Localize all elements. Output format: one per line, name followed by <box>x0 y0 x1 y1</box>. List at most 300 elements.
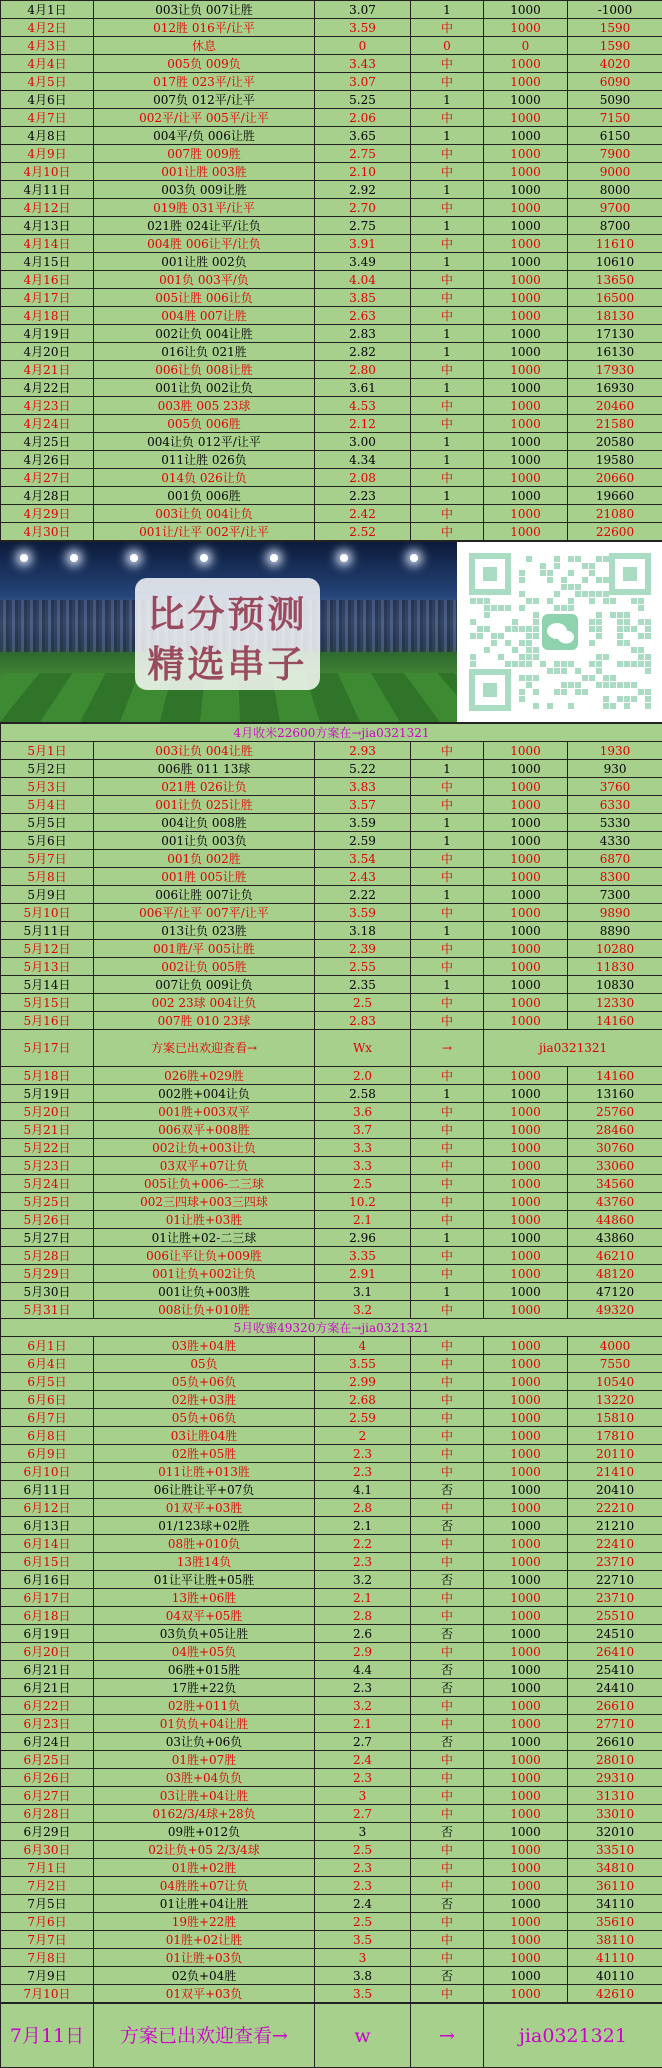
cell-odds: 2.1 <box>315 1589 411 1607</box>
cell-stake: 1000 <box>484 1697 568 1715</box>
cell-balance: 21410 <box>568 1463 662 1481</box>
cell-balance: 34110 <box>568 1895 662 1913</box>
cell-result: 中 <box>411 994 484 1012</box>
cell-stake: 1000 <box>484 1589 568 1607</box>
cell-result: 中 <box>411 1373 484 1391</box>
cell-date: 6月21日 <box>1 1661 94 1679</box>
table-row <box>1 1949 662 1967</box>
cell-result: 中 <box>411 1751 484 1769</box>
cell-odds: 2.7 <box>315 1733 411 1751</box>
cell-result: 中 <box>411 1607 484 1625</box>
cell-date: 5月13日 <box>1 958 94 976</box>
cell-pick: 007让负 009让负 <box>94 976 315 994</box>
cell-stake: 1000 <box>484 91 568 109</box>
cell-date: 4月23日 <box>1 397 94 415</box>
cell-balance: 8890 <box>568 922 662 940</box>
cell-balance: 43760 <box>568 1193 662 1211</box>
cell-result: 中 <box>411 1301 484 1319</box>
cell-stake: 1000 <box>484 1841 568 1859</box>
cell-pick: 021胜 024让平/让负 <box>94 217 315 235</box>
cell-balance: 1930 <box>568 742 662 760</box>
cell-odds: 2.0 <box>315 1067 411 1085</box>
april-rows <box>1 1 662 541</box>
table-row <box>1 307 662 325</box>
cell-result: 中 <box>411 19 484 37</box>
cell-result: 中 <box>411 1499 484 1517</box>
cell-result: 中 <box>411 109 484 127</box>
table-row <box>1 1355 662 1373</box>
cell-pick: 008让负+010胜 <box>94 1301 315 1319</box>
cell-date: 4月20日 <box>1 343 94 361</box>
cell-result: 中 <box>411 1103 484 1121</box>
table-row <box>1 1121 662 1139</box>
cell-balance: 16930 <box>568 379 662 397</box>
cell-odds: 2.1 <box>315 1517 411 1535</box>
cell-stake: 1000 <box>484 1175 568 1193</box>
table-row <box>1 778 662 796</box>
cell-pick: 001胜/平 005让胜 <box>94 940 315 958</box>
cell-pick: 06胜+015胜 <box>94 1661 315 1679</box>
table-row <box>1 1895 662 1913</box>
cell-pick: 02让负+05 2/3/4球 <box>94 1841 315 1859</box>
table-row <box>1 289 662 307</box>
cell-balance: 22600 <box>568 523 662 541</box>
cell-pick: 001胜 005让胜 <box>94 868 315 886</box>
cell-date: 5月4日 <box>1 796 94 814</box>
cell-result: 中 <box>411 1535 484 1553</box>
table-row <box>1 1427 662 1445</box>
table-row <box>1 505 662 523</box>
cell-pick: 006平/让平 007平/让平 <box>94 904 315 922</box>
cell-pick: 01让胜+03负 <box>94 1949 315 1967</box>
cell-odds: 2.75 <box>315 217 411 235</box>
cell-odds: 2.91 <box>315 1265 411 1283</box>
cell-result: 1 <box>411 433 484 451</box>
cell-pick: 006胜 011 13球 <box>94 760 315 778</box>
table-row <box>1 1751 662 1769</box>
cell-date: 6月9日 <box>1 1445 94 1463</box>
cell-date: 4月13日 <box>1 217 94 235</box>
table-row <box>1 1067 662 1085</box>
cell-odds: 2.83 <box>315 325 411 343</box>
cell-stake: 1000 <box>484 814 568 832</box>
cell-pick: 003让负 004让负 <box>94 505 315 523</box>
cell-stake: 1000 <box>484 109 568 127</box>
table-row <box>1 1787 662 1805</box>
cell-stake: 1000 <box>484 940 568 958</box>
table-row <box>1 433 662 451</box>
footer-row <box>1 2004 662 2068</box>
cell-balance: 28460 <box>568 1121 662 1139</box>
cell-balance: 25510 <box>568 1607 662 1625</box>
table-row <box>1 1643 662 1661</box>
cell-result: 中 <box>411 1067 484 1085</box>
cell-odds: 2.39 <box>315 940 411 958</box>
table-row <box>1 760 662 778</box>
cell-odds: 2.7 <box>315 1805 411 1823</box>
cell-result: 中 <box>411 958 484 976</box>
cell-pick: 001负 003平/负 <box>94 271 315 289</box>
cell-pick: 01让胜+03胜 <box>94 1211 315 1229</box>
cell-date: 6月10日 <box>1 1463 94 1481</box>
table-row <box>1 1085 662 1103</box>
cell-result: 1 <box>411 325 484 343</box>
cell-result: 1 <box>411 181 484 199</box>
cell-pick: 01/123球+02胜 <box>94 1517 315 1535</box>
table-row <box>1 1823 662 1841</box>
cell-balance: 25410 <box>568 1661 662 1679</box>
cell-date: 6月20日 <box>1 1643 94 1661</box>
table-row <box>1 1535 662 1553</box>
cell-odds: 2.08 <box>315 469 411 487</box>
may-rows <box>1 742 662 1030</box>
cell-pick: 13胜14负 <box>94 1553 315 1571</box>
table-row <box>1 850 662 868</box>
cell-stake: 1000 <box>484 235 568 253</box>
cell-odds: 3.59 <box>315 904 411 922</box>
cell-balance: 41110 <box>568 1949 662 1967</box>
cell-odds: 2 <box>315 1427 411 1445</box>
cell-result: 1 <box>411 814 484 832</box>
april-table <box>0 0 662 541</box>
stadium-image <box>0 542 457 722</box>
cell-result: 中 <box>411 1769 484 1787</box>
cell-result: 否 <box>411 1967 484 1985</box>
cell-odds: 2.82 <box>315 343 411 361</box>
cell-date: 6月11日 <box>1 1481 94 1499</box>
table-row <box>1 271 662 289</box>
cell-date: 6月16日 <box>1 1571 94 1589</box>
cell-date: 5月6日 <box>1 832 94 850</box>
table-row <box>1 1265 662 1283</box>
cell-pick: 001让胜 003胜 <box>94 163 315 181</box>
cell-odds: 2.35 <box>315 976 411 994</box>
cell-balance: 36110 <box>568 1877 662 1895</box>
cell-pick: 01双平+03负 <box>94 1985 315 2003</box>
cell-result: 中 <box>411 1012 484 1030</box>
cell-balance: 10830 <box>568 976 662 994</box>
cell-balance: 4330 <box>568 832 662 850</box>
cell-pick: 001让胜 002负 <box>94 253 315 271</box>
cell-balance: 49320 <box>568 1301 662 1319</box>
cell-stake: 1000 <box>484 451 568 469</box>
cell-result: 中 <box>411 199 484 217</box>
cell-odds: 3.49 <box>315 253 411 271</box>
cell-pick: 01胜+02胜 <box>94 1859 315 1877</box>
cell-odds: 3.6 <box>315 1103 411 1121</box>
cell-balance: 40110 <box>568 1967 662 1985</box>
cell-result: 1 <box>411 1283 484 1301</box>
cell-stake: 1000 <box>484 1913 568 1931</box>
cell-pick: 003负 009让胜 <box>94 181 315 199</box>
cell-balance: 19660 <box>568 487 662 505</box>
cell-odds: 4.1 <box>315 1481 411 1499</box>
cell-pick: 002胜+004让负 <box>94 1085 315 1103</box>
table-row <box>1 1985 662 2003</box>
cell-odds: 2.10 <box>315 163 411 181</box>
cell-stake: 1000 <box>484 1229 568 1247</box>
cell-result: 1 <box>411 832 484 850</box>
cell-stake: 1000 <box>484 469 568 487</box>
cell-balance: 13220 <box>568 1391 662 1409</box>
cell-stake: 1000 <box>484 271 568 289</box>
cell-stake: 1000 <box>484 1139 568 1157</box>
cell-odds: 0 <box>315 37 411 55</box>
cell-balance: 1590 <box>568 37 662 55</box>
cell-date: 5月30日 <box>1 1283 94 1301</box>
cell-date: 6月14日 <box>1 1535 94 1553</box>
cell-pick: 02胜+011负 <box>94 1697 315 1715</box>
cell-pick: 02胜+03胜 <box>94 1391 315 1409</box>
cell-stake: 1000 <box>484 1211 568 1229</box>
cell-odds: 2.3 <box>315 1769 411 1787</box>
cell-date: 6月19日 <box>1 1625 94 1643</box>
cell-odds: 4.34 <box>315 451 411 469</box>
cell-date: 4月10日 <box>1 163 94 181</box>
cell-result: 1 <box>411 253 484 271</box>
cell-odds: 2.3 <box>315 1679 411 1697</box>
cell-odds: 2.92 <box>315 181 411 199</box>
cell-pick: 01让平让胜+05胜 <box>94 1571 315 1589</box>
cell-balance: 24510 <box>568 1625 662 1643</box>
cell-stake: 1000 <box>484 415 568 433</box>
cell-odds: 3.7 <box>315 1121 411 1139</box>
cell-pick: 003让负 004让胜 <box>94 742 315 760</box>
cell-stake: 1000 <box>484 1373 568 1391</box>
cell-stake: 1000 <box>484 1427 568 1445</box>
table-row <box>1 91 662 109</box>
cell-pick: 007胜 010 23球 <box>94 1012 315 1030</box>
table-row <box>1 523 662 541</box>
cell-date: 4月29日 <box>1 505 94 523</box>
cell-pick: 011让胜+013胜 <box>94 1463 315 1481</box>
cell-balance: 15810 <box>568 1409 662 1427</box>
cell-pick: 004胜 007让胜 <box>94 307 315 325</box>
cell-balance: 13160 <box>568 1085 662 1103</box>
cell-date: 5月22日 <box>1 1139 94 1157</box>
cell-stake: 1000 <box>484 1949 568 1967</box>
table-row <box>1 886 662 904</box>
cell-stake: 1000 <box>484 217 568 235</box>
cell-date: 5月7日 <box>1 850 94 868</box>
table-row <box>1 1157 662 1175</box>
cell-date: 4月25日 <box>1 433 94 451</box>
cell-stake: 1000 <box>484 1751 568 1769</box>
cell-pick: 19胜+22胜 <box>94 1913 315 1931</box>
cell-result: 中 <box>411 1391 484 1409</box>
cell-pick: 09胜+012负 <box>94 1823 315 1841</box>
cell-pick: 004让负 008胜 <box>94 814 315 832</box>
cell-stake: 1000 <box>484 832 568 850</box>
cell-balance: 28010 <box>568 1751 662 1769</box>
cell-pick: 06让胜让平+07负 <box>94 1481 315 1499</box>
cell-pick: 001负 002胜 <box>94 850 315 868</box>
cell-date: 4月11日 <box>1 181 94 199</box>
cell-balance: 9890 <box>568 904 662 922</box>
cell-result: 中 <box>411 1859 484 1877</box>
cell-pick: 03双平+07让负 <box>94 1157 315 1175</box>
cell-stake: 1000 <box>484 1247 568 1265</box>
cell-stake: 1000 <box>484 505 568 523</box>
cell-stake: 1000 <box>484 73 568 91</box>
cell-date: 7月1日 <box>1 1859 94 1877</box>
cell-balance: 7900 <box>568 145 662 163</box>
qr-code-icon <box>462 548 658 716</box>
table-row <box>1 976 662 994</box>
cell-date: 6月5日 <box>1 1373 94 1391</box>
cell-result: 中 <box>411 868 484 886</box>
footer-date: 7月11日 <box>1 2004 94 2068</box>
cell-odds: 2.9 <box>315 1643 411 1661</box>
cell-result: 否 <box>411 1661 484 1679</box>
cell-odds: 3.8 <box>315 1967 411 1985</box>
cell-balance: 33010 <box>568 1805 662 1823</box>
cell-odds: 2.5 <box>315 1841 411 1859</box>
cell-date: 6月7日 <box>1 1409 94 1427</box>
cell-balance: 5330 <box>568 814 662 832</box>
cell-stake: 1000 <box>484 181 568 199</box>
promo-title-line1: 比分预测 <box>135 584 320 638</box>
cell-date: 7月10日 <box>1 1985 94 2003</box>
cell-date: 4月5日 <box>1 73 94 91</box>
cell-date: 4月16日 <box>1 271 94 289</box>
cell-date: 5月19日 <box>1 1085 94 1103</box>
cell-stake: 1000 <box>484 1787 568 1805</box>
cell-stake: 1000 <box>484 343 568 361</box>
may-table <box>0 723 662 2003</box>
cell-balance: 20110 <box>568 1445 662 1463</box>
cell-pick: 001负 006胜 <box>94 487 315 505</box>
cell-result: 中 <box>411 73 484 91</box>
cell-odds: 2.12 <box>315 415 411 433</box>
cell-result: 中 <box>411 1409 484 1427</box>
cell-odds: 2.5 <box>315 1175 411 1193</box>
cell-result: 中 <box>411 415 484 433</box>
cell-date: 6月24日 <box>1 1733 94 1751</box>
table-row <box>1 1733 662 1751</box>
cell-date: 5月28日 <box>1 1247 94 1265</box>
table-row <box>1 1625 662 1643</box>
cell-date: 4月2日 <box>1 19 94 37</box>
cell-odds: 2.3 <box>315 1859 411 1877</box>
cell-result: 中 <box>411 904 484 922</box>
cell-odds: 2.8 <box>315 1607 411 1625</box>
cell-date: 6月12日 <box>1 1499 94 1517</box>
cell-pick: 02负+04胜 <box>94 1967 315 1985</box>
cell-pick: 007胜 009胜 <box>94 145 315 163</box>
cell-stake: 1000 <box>484 1265 568 1283</box>
cell-balance: 18130 <box>568 307 662 325</box>
cell-balance: 27710 <box>568 1715 662 1733</box>
cell-pick: 006让平让负+009胜 <box>94 1247 315 1265</box>
cell-odds: 2.80 <box>315 361 411 379</box>
cell-odds: 2.5 <box>315 1913 411 1931</box>
table-row <box>1 397 662 415</box>
cell-result: 否 <box>411 1625 484 1643</box>
cell-balance: 14160 <box>568 1067 662 1085</box>
cell-stake: 1000 <box>484 307 568 325</box>
cell-pick: 01让胜+02-二三球 <box>94 1229 315 1247</box>
cell-date: 4月1日 <box>1 1 94 19</box>
cell-result: 1 <box>411 1 484 19</box>
cell-date: 5月29日 <box>1 1265 94 1283</box>
cell-result: 1 <box>411 127 484 145</box>
cell-stake: 1000 <box>484 1193 568 1211</box>
cell-stake: 1000 <box>484 325 568 343</box>
table-row <box>1 1139 662 1157</box>
cell-result: 中 <box>411 1553 484 1571</box>
cell-date: 7月6日 <box>1 1913 94 1931</box>
cell-balance: 33510 <box>568 1841 662 1859</box>
cell-pick: 02胜+05胜 <box>94 1445 315 1463</box>
table-row <box>1 1805 662 1823</box>
table-row <box>1 343 662 361</box>
cell-stake: 1000 <box>484 1445 568 1463</box>
cell-stake: 1000 <box>484 1409 568 1427</box>
cell-result: 1 <box>411 922 484 940</box>
cell-odds: 2.3 <box>315 1445 411 1463</box>
cell-stake: 1000 <box>484 1715 568 1733</box>
cell-balance: 1590 <box>568 19 662 37</box>
cell-odds: 2.3 <box>315 1463 411 1481</box>
cell-pick: 03让胜04胜 <box>94 1427 315 1445</box>
cell-balance: 22410 <box>568 1535 662 1553</box>
cell-odds: 2.96 <box>315 1229 411 1247</box>
cell-date: 5月11日 <box>1 922 94 940</box>
cell-date: 6月30日 <box>1 1841 94 1859</box>
cell-odds: 2.55 <box>315 958 411 976</box>
cell-odds: 2.93 <box>315 742 411 760</box>
cell-pick: 001让/让平 002平/让平 <box>94 523 315 541</box>
cell-balance: 17130 <box>568 325 662 343</box>
cell-date: 4月27日 <box>1 469 94 487</box>
cell-stake: 1000 <box>484 904 568 922</box>
table-row <box>1 1373 662 1391</box>
cell-stake: 1000 <box>484 253 568 271</box>
cell-odds: 3.55 <box>315 1355 411 1373</box>
cell-odds: 2.43 <box>315 868 411 886</box>
table-row <box>1 487 662 505</box>
cell-date: 4月14日 <box>1 235 94 253</box>
cell-odds: 3.5 <box>315 1931 411 1949</box>
cell-odds: 2.99 <box>315 1373 411 1391</box>
cell-pick: 002让负+003让负 <box>94 1139 315 1157</box>
cell-balance: 34560 <box>568 1175 662 1193</box>
cell-result: 1 <box>411 91 484 109</box>
cell-date: 6月8日 <box>1 1427 94 1445</box>
footer-contact-id: jia0321321 <box>484 2004 662 2068</box>
cell-result: 中 <box>411 1949 484 1967</box>
cell-result: 中 <box>411 796 484 814</box>
cell-date: 4月24日 <box>1 415 94 433</box>
cell-date: 5月1日 <box>1 742 94 760</box>
footer-wx: w <box>315 2004 411 2068</box>
table-row <box>1 814 662 832</box>
cell-pick: 01负负+04让胜 <box>94 1715 315 1733</box>
table-row <box>1 415 662 433</box>
promo-title-line2: 精选串子 <box>135 634 320 688</box>
cell-arrow: → <box>411 1030 484 1067</box>
cell-stake: 1000 <box>484 868 568 886</box>
cell-date: 6月1日 <box>1 1337 94 1355</box>
cell-pick: 03胜+04胜 <box>94 1337 315 1355</box>
cell-balance: 20660 <box>568 469 662 487</box>
table-row <box>1 1 662 19</box>
cell-stake: 1000 <box>484 145 568 163</box>
cell-pick: 08胜+010负 <box>94 1535 315 1553</box>
cell-stake: 1000 <box>484 1103 568 1121</box>
cell-odds: 2.83 <box>315 1012 411 1030</box>
